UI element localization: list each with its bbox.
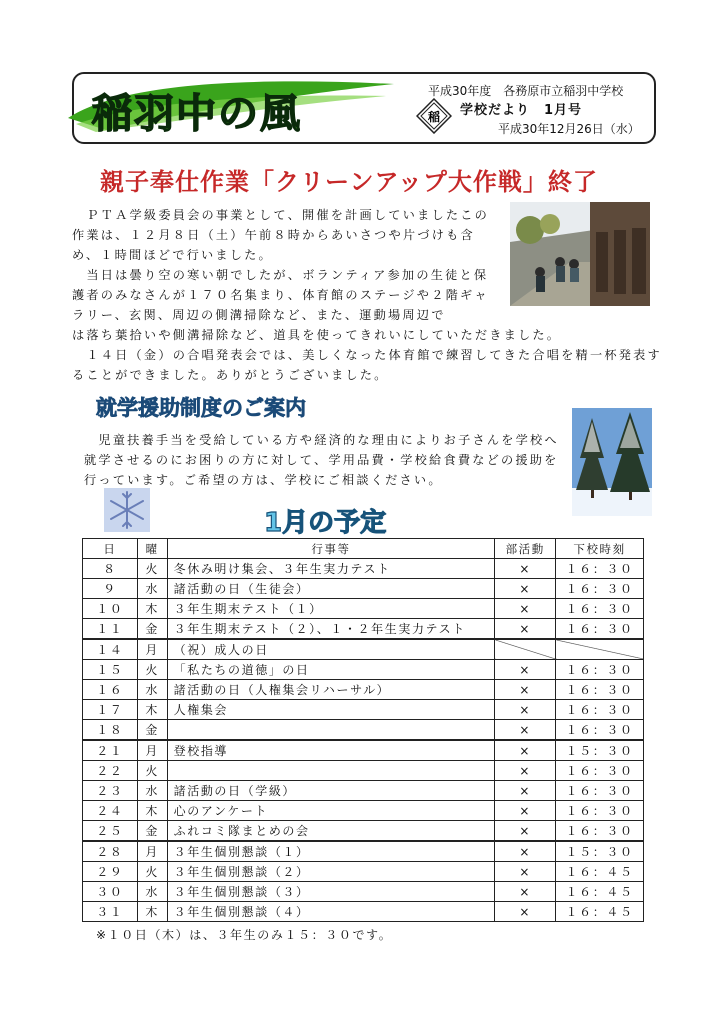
col-header-event: 行事等 (167, 539, 495, 559)
table-row (83, 660, 644, 680)
cell-event: 登校指導 (167, 740, 495, 761)
cell-club: × (495, 680, 556, 700)
cell-club: × (495, 902, 556, 922)
table-row (83, 781, 644, 801)
cell-date: ２５ (83, 821, 138, 842)
snowy-trees-photo (572, 408, 652, 516)
schedule-title: 1月の予定 (264, 508, 387, 538)
table-row (83, 579, 644, 599)
issue-date: 平成30年12月26日（水） (498, 122, 640, 136)
article1-body (72, 205, 502, 325)
table-row (83, 559, 644, 579)
cell-dow: 水 (137, 680, 167, 700)
cell-club: × (495, 700, 556, 720)
cell-club: × (495, 660, 556, 680)
table-row (83, 882, 644, 902)
table-row (83, 720, 644, 741)
cell-time: １５：３０ (556, 841, 644, 862)
table-row (83, 639, 644, 660)
article1-title: 親子奉仕作業「クリーンアップ大作戦」終了 (100, 168, 598, 196)
cell-event: 諸活動の日（生徒会） (167, 579, 495, 599)
cell-club: × (495, 599, 556, 619)
cell-dow: 火 (137, 660, 167, 680)
cell-dow: 金 (137, 821, 167, 842)
cell-time: １６：４５ (556, 862, 644, 882)
cell-date: １６ (83, 680, 138, 700)
cell-time: １６：３０ (556, 619, 644, 640)
cell-club: × (495, 781, 556, 801)
cell-time: １６：４５ (556, 882, 644, 902)
table-row (83, 700, 644, 720)
emblem-char: 稲 (427, 110, 441, 124)
cell-date: ２９ (83, 862, 138, 882)
cell-dow: 月 (137, 740, 167, 761)
cell-dow: 水 (137, 579, 167, 599)
cell-dow: 水 (137, 882, 167, 902)
col-header-date: 日 (83, 539, 138, 559)
cell-time: １６：３０ (556, 781, 644, 801)
cell-date: ２２ (83, 761, 138, 781)
newsletter-issue: 学校だより 1月号 (460, 103, 583, 118)
cell-club (495, 639, 556, 660)
cell-date: ２８ (83, 841, 138, 862)
cell-event: 「私たちの道徳」の日 (167, 660, 495, 680)
cell-date: ９ (83, 579, 138, 599)
cell-event: ３年生期末テスト（２）、１・２年生実力テスト (167, 619, 495, 640)
cell-date: ３０ (83, 882, 138, 902)
table-row (83, 862, 644, 882)
table-row (83, 599, 644, 619)
cell-dow: 月 (137, 639, 167, 660)
cell-dow: 火 (137, 761, 167, 781)
table-row (83, 680, 644, 700)
article1-body-wide (72, 325, 662, 385)
cell-dow: 火 (137, 559, 167, 579)
cell-club: × (495, 619, 556, 640)
cell-time: １６：３０ (556, 559, 644, 579)
cell-time: １６：３０ (556, 700, 644, 720)
cell-club: × (495, 559, 556, 579)
cell-event: ３年生個別懇談（３） (167, 882, 495, 902)
cell-dow: 木 (137, 599, 167, 619)
cell-event: 心のアンケート (167, 801, 495, 821)
cell-event: ３年生個別懇談（１） (167, 841, 495, 862)
cell-event: 諸活動の日（人権集会リハーサル） (167, 680, 495, 700)
table-row (83, 740, 644, 761)
cell-dow: 火 (137, 862, 167, 882)
cell-time (556, 639, 644, 660)
cell-club: × (495, 882, 556, 902)
schedule-table (82, 538, 644, 922)
cell-date: １８ (83, 720, 138, 741)
cell-event: （祝）成人の日 (167, 639, 495, 660)
cell-dow: 木 (137, 801, 167, 821)
cell-dow: 木 (137, 902, 167, 922)
cell-event: ３年生期末テスト（１） (167, 599, 495, 619)
cell-club: × (495, 579, 556, 599)
col-header-time: 下校時刻 (556, 539, 644, 559)
cell-club: × (495, 862, 556, 882)
cell-date: ２４ (83, 801, 138, 821)
table-row (83, 902, 644, 922)
cell-event: 諸活動の日（学級） (167, 781, 495, 801)
cell-event (167, 761, 495, 781)
cell-date: ８ (83, 559, 138, 579)
table-row (83, 761, 644, 781)
cell-dow: 月 (137, 841, 167, 862)
cell-date: ３１ (83, 902, 138, 922)
cell-time: １６：３０ (556, 821, 644, 842)
table-row (83, 821, 644, 842)
article2-title: 就学援助制度のご案内 (96, 396, 306, 420)
cell-event (167, 720, 495, 741)
article1-para1: ＰＴＡ学級委員会の事業として、開催を計画していましたこの作業は、１２月８日（土）午前８時からあいさつや片づけも含め、１時間ほどで行いました。 (72, 208, 489, 262)
table-row (83, 619, 644, 640)
cell-time: １６：３０ (556, 761, 644, 781)
school-emblem-icon (416, 98, 452, 134)
cell-date: １１ (83, 619, 138, 640)
cell-club: × (495, 720, 556, 741)
cell-event: ふれコミ隊まとめの会 (167, 821, 495, 842)
cell-club: × (495, 801, 556, 821)
cleanup-photo (510, 202, 650, 306)
cell-club: × (495, 821, 556, 842)
cell-time: １６：３０ (556, 801, 644, 821)
article1-para4: １４日（金）の合唱発表会では、美しくなった体育館で練習してきた合唱を精一杯発表することができました。ありがとうございました。 (72, 348, 662, 382)
cell-time: １６：３０ (556, 720, 644, 741)
school-year: 平成30年度 各務原市立稲羽中学校 (428, 84, 624, 98)
col-header-club: 部活動 (495, 539, 556, 559)
cell-dow: 水 (137, 781, 167, 801)
cell-dow: 木 (137, 700, 167, 720)
cell-event: 人権集会 (167, 700, 495, 720)
table-row (83, 841, 644, 862)
snowflake-icon (104, 488, 150, 532)
cell-dow: 金 (137, 619, 167, 640)
table-row (83, 801, 644, 821)
cell-time: １６：３０ (556, 680, 644, 700)
cell-time: １６：４５ (556, 902, 644, 922)
cell-club: × (495, 740, 556, 761)
cell-dow: 金 (137, 720, 167, 741)
cell-time: １６：３０ (556, 599, 644, 619)
cell-date: ２３ (83, 781, 138, 801)
cell-date: ２１ (83, 740, 138, 761)
cell-date: １０ (83, 599, 138, 619)
cell-time: １６：３０ (556, 579, 644, 599)
cell-event: 冬休み明け集会、３年生実力テスト (167, 559, 495, 579)
cell-date: １４ (83, 639, 138, 660)
cell-date: １７ (83, 700, 138, 720)
cell-event: ３年生個別懇談（４） (167, 902, 495, 922)
cell-club: × (495, 841, 556, 862)
cell-event: ３年生個別懇談（２） (167, 862, 495, 882)
article1-para3: は落ち葉拾いや側溝掃除など、道具を使ってきれいにしていただきました。 (72, 328, 562, 342)
article2-body: 児童扶養手当を受給している方や経済的な理由によりお子さんを学校へ就学させるのにお困りの方に対して、学用品費・学校給食費などの援助を行っています。ご希望の方は、学校にご相談ください。 (84, 433, 559, 487)
schedule-header-row (83, 539, 644, 559)
cell-time: １５：３０ (556, 740, 644, 761)
cell-date: １５ (83, 660, 138, 680)
article1-para2: 当日は曇り空の寒い朝でしたが、ボランティア参加の生徒と保護者のみなさんが１７０名集まり、体育館のステージや２階ギャラリー、玄関、周辺の側溝掃除など、また、運動場周辺で (72, 268, 489, 322)
cell-club: × (495, 761, 556, 781)
cell-time: １６：３０ (556, 660, 644, 680)
col-header-dow: 曜 (137, 539, 167, 559)
masthead-title: 稲羽中の風 (92, 90, 302, 137)
schedule-note: ※１０日（木）は、３年生のみ１５：３０です。 (96, 928, 393, 942)
